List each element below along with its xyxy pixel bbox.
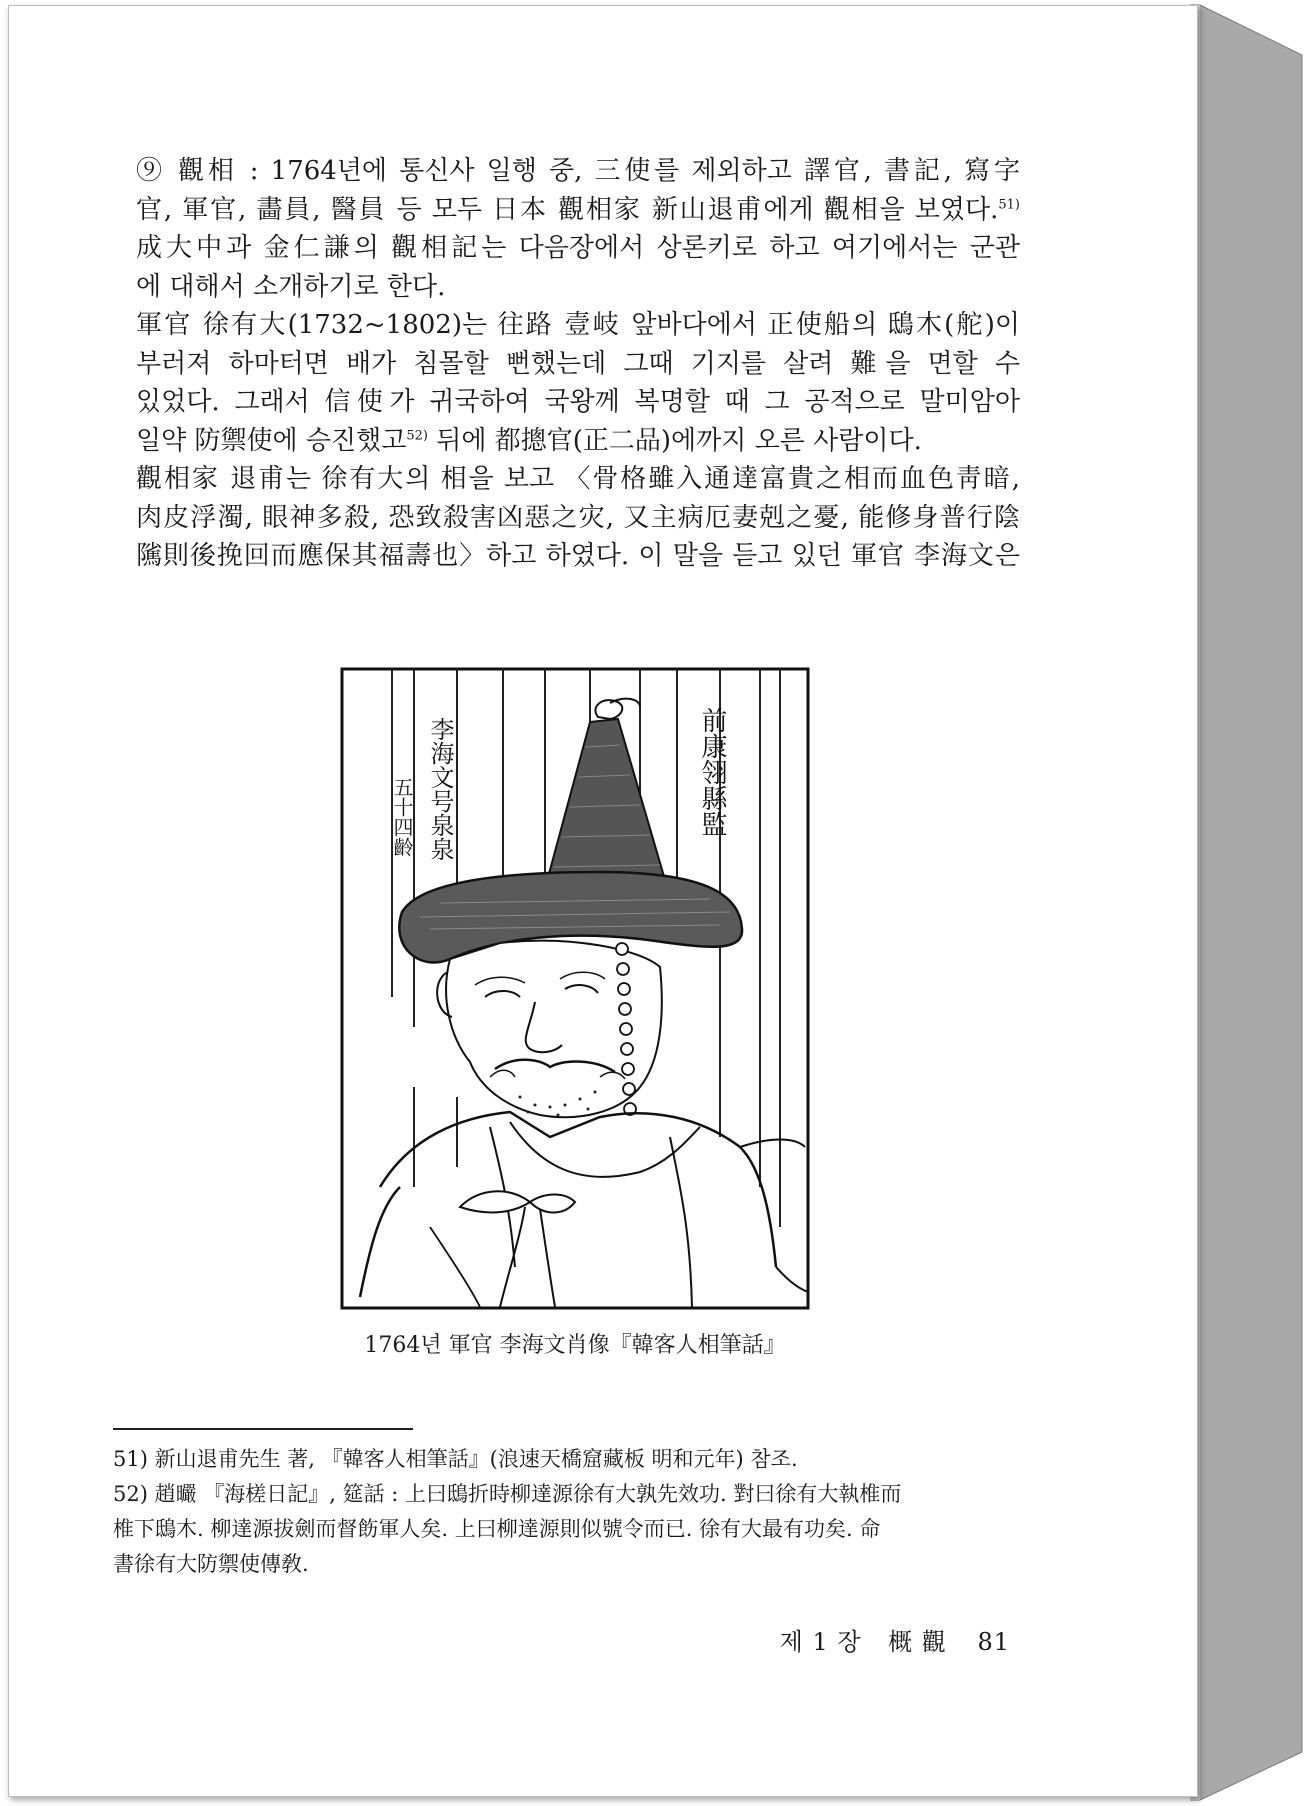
- text-segment: 뒤에 都摠官(正二品)에까지 오른 사람이다.: [427, 425, 922, 456]
- footnote-52: [113, 1477, 1023, 1582]
- figure-caption: 1764년 軍官 李海文肖像『韓客人相筆話』: [364, 1333, 786, 1358]
- paragraph-3: [110, 460, 1020, 576]
- paragraph-2: [110, 306, 1020, 460]
- book-edge: [1190, 0, 1311, 1806]
- text-line: 부러져 하마터면 배가 침몰할 뻔했는데 그때 기지를 살려 難을 면할 수: [136, 348, 1020, 379]
- footnote-line: 書徐有大防禦使傳敎.: [113, 1552, 309, 1576]
- text-line: 肉皮浮濁, 眼神多殺, 恐致殺害凶惡之灾, 又主病厄妻剋之憂, 能修身普行陰: [136, 502, 1020, 533]
- text-line: 隲則後挽回而應保其福壽也〉하고 하였다. 이 말을 듣고 있던 軍官 李海文은: [136, 541, 1020, 571]
- footnote-line: [113, 1477, 1023, 1512]
- footer-chapter: 제 1 장: [779, 1628, 862, 1656]
- body-text: [110, 152, 1020, 576]
- inscription-left: 五十四齡: [390, 777, 414, 857]
- footnote-text: 新山退甫先生 著, 『韓客人相筆話』(浪速天橋窟藏板 明和元年) 참조.: [154, 1447, 798, 1471]
- text-line: 成大中과 金仁謙의 觀相記는 다음장에서 상론키로 하고 여기에서는 군관: [136, 233, 1020, 263]
- running-footer: [720, 1622, 1010, 1657]
- text-line: [110, 191, 1020, 230]
- footnote-rule: [113, 1428, 413, 1430]
- text-line: [110, 422, 1020, 461]
- text-line: 軍官 徐有大(1732~1802)는 往路 壹岐 앞바다에서 正使船의 鴟木(舵)이: [136, 310, 1020, 340]
- paragraph-1: [110, 152, 1020, 306]
- footnote-51: [113, 1442, 1023, 1477]
- footnote-number: 52): [113, 1482, 148, 1506]
- text-line: ⑨ 觀相 : 1764년에 통신사 일행 중, 三使를 제외하고 譯官, 書記, 寫字: [136, 156, 1020, 186]
- footnote-text: 趙曮 『海槎日記』, 筵話 : 上曰鴟折時柳達源徐有大孰先效功. 對曰徐有大執椎而: [154, 1482, 902, 1506]
- footnote-number: 51): [113, 1447, 148, 1471]
- footnote-line: [113, 1442, 1023, 1477]
- footer-title: 概 觀: [888, 1628, 947, 1656]
- footnote-ref: 52): [406, 427, 428, 443]
- footnote-ref: 51): [998, 196, 1020, 212]
- inscription-mid: 李海文号泉泉: [426, 717, 454, 861]
- page-number: 81: [977, 1628, 1010, 1656]
- text-line: 觀相家 退甫는 徐有大의 相을 보고 〈骨格雖入通達富貴之相而血色靑暗,: [136, 464, 1020, 494]
- portrait-figure: [340, 667, 810, 1310]
- text-line: 에 대해서 소개하기로 한다.: [136, 271, 446, 302]
- text-segment: 官, 軍官, 畵員, 醫員 등 모두 日本 觀相家 新山退甫에게 觀相을 보였다.: [136, 194, 999, 225]
- text-segment: 일약 防禦使에 승진했고: [136, 425, 407, 456]
- footnote-line: 椎下鴟木. 柳達源拔劍而督飭軍人矣. 上曰柳達源則似號令而已. 徐有大最有功矣. 命: [113, 1517, 881, 1541]
- text-line: 있었다. 그래서 信使가 귀국하여 국왕께 복명할 때 그 공적으로 말미암아: [136, 387, 1020, 417]
- footnotes: [113, 1442, 1023, 1582]
- inscription-right: 前康翎縣監: [697, 707, 727, 837]
